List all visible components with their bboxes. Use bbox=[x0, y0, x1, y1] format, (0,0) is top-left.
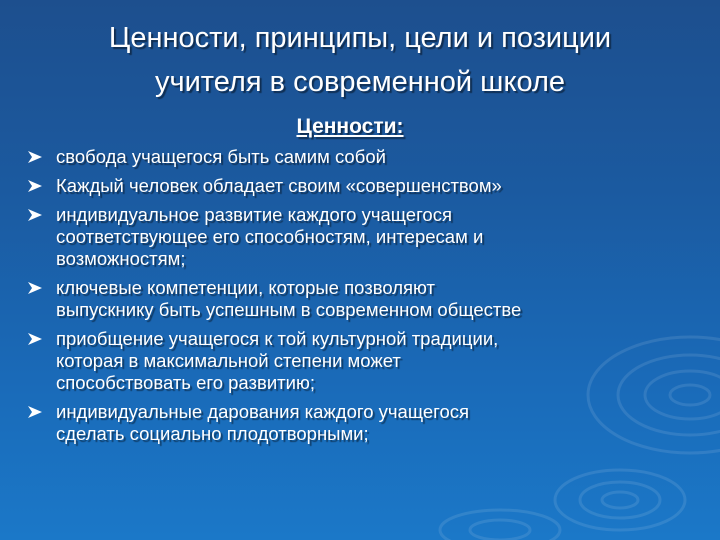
list-item-text-line: приобщение учащегося к той культурной традиции, bbox=[56, 328, 499, 349]
arrow-bullet-icon bbox=[28, 333, 42, 345]
list-item-text-line: которая в максимальной степени может bbox=[56, 350, 401, 371]
title-line-1: Ценности, принципы, цели и позиции bbox=[108, 22, 612, 54]
section-heading: Ценности: bbox=[296, 115, 404, 138]
arrow-bullet-icon bbox=[28, 406, 42, 418]
bullet-list bbox=[28, 146, 688, 452]
slide-title bbox=[30, 16, 690, 104]
list-item-text-line: ключевые компетенции, которые позволяют bbox=[56, 277, 435, 298]
arrow-bullet-icon bbox=[28, 151, 42, 163]
list-item-text-line: способствовать его развитию; bbox=[56, 372, 315, 393]
list-item bbox=[28, 204, 688, 270]
list-item-text-line: Каждый человек обладает своим «совершенством» bbox=[56, 175, 502, 196]
list-item-text-line: индивидуальное развитие каждого учащегося bbox=[56, 204, 452, 225]
list-item bbox=[28, 175, 688, 197]
list-item-text-line: сделать социально плодотворными; bbox=[56, 423, 369, 444]
list-item-text-line: соответствующее его способностям, интересам и bbox=[56, 226, 484, 247]
arrow-bullet-icon bbox=[28, 209, 42, 221]
list-item bbox=[28, 401, 688, 445]
list-item-text-line: индивидуальные дарования каждого учащегося bbox=[56, 401, 470, 422]
arrow-bullet-icon bbox=[28, 180, 42, 192]
list-item-text-line: выпускнику быть успешным в современном обществе bbox=[56, 299, 522, 320]
list-item-text-line: возможностям; bbox=[56, 248, 186, 269]
list-item bbox=[28, 146, 688, 168]
arrow-bullet-icon bbox=[28, 282, 42, 294]
title-line-2: учителя в современной школе bbox=[155, 66, 565, 98]
list-item-text-line: свобода учащегося быть самим собой bbox=[56, 146, 386, 167]
list-item bbox=[28, 328, 688, 394]
list-item bbox=[28, 277, 688, 321]
